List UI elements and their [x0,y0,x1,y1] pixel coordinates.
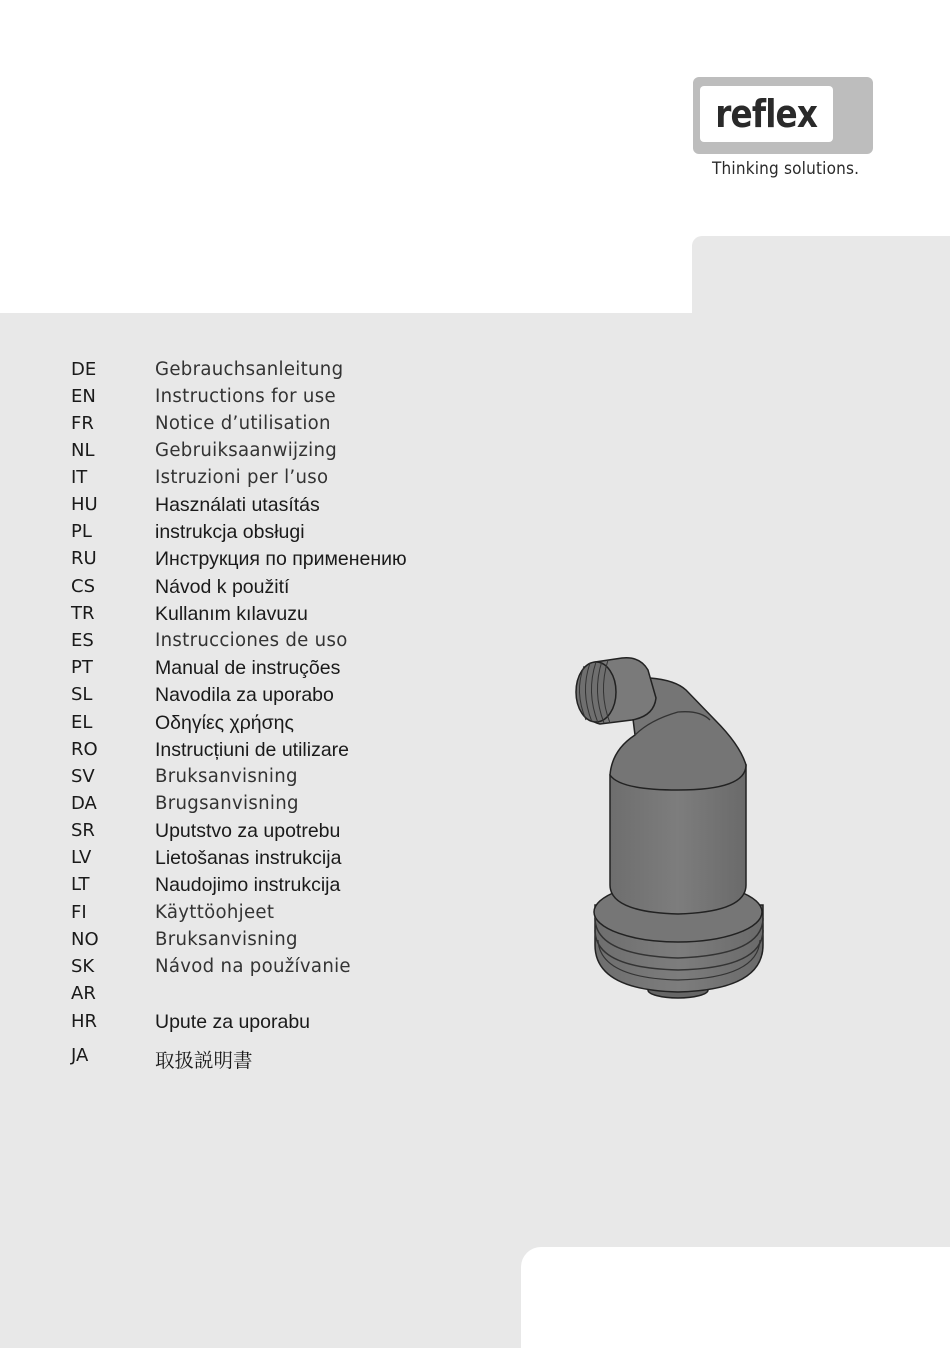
language-label: Lietošanas instrukcija [155,847,342,869]
language-code: EN [71,386,96,407]
language-label: Οδηγίες χρήσης [155,712,294,734]
language-code: LT [71,874,90,895]
white-bottom-corner [521,1247,950,1348]
language-row [71,793,491,817]
language-row [71,657,491,681]
language-row [71,630,491,654]
language-row [71,847,491,871]
language-label: Navodila za uporabo [155,684,334,706]
language-label: Gebruiksaanwijzing [155,440,338,461]
language-label: Инструкция по применению [155,548,407,570]
logo-wordmark: reflex [715,92,818,136]
brand-tagline: Thinking solutions. [712,159,860,179]
language-code: DA [71,793,97,814]
language-code: RO [71,739,98,760]
language-code: TR [71,603,95,624]
language-row [71,521,491,545]
language-row [71,1011,491,1035]
language-label: Gebrauchsanleitung [155,359,344,380]
language-row [71,902,491,926]
language-code: DE [71,359,97,380]
language-row [71,820,491,844]
language-row [71,413,491,437]
language-label: Használati utasítás [155,494,320,516]
language-label: Kullanım kılavuzu [155,603,308,625]
language-code: HU [71,494,98,515]
language-code: LV [71,847,92,868]
language-code: AR [71,983,96,1004]
language-label: Notice d’utilisation [155,413,331,434]
language-code: FR [71,413,94,434]
air-separator-illustration [560,650,780,1010]
language-label: 取扱説明書 [155,1050,253,1072]
language-code: IT [71,467,88,488]
language-row [71,983,491,1007]
language-row [71,440,491,464]
language-label: Naudojimo instrukcija [155,874,341,896]
language-code: CS [71,576,95,597]
language-row [71,467,491,491]
language-row [71,929,491,953]
language-code: SV [71,766,95,787]
language-row [71,548,491,572]
language-code: NO [71,929,99,950]
language-label: Manual de instruções [155,657,341,679]
language-label: Bruksanvisning [155,929,298,950]
language-label: Istruzioni per l’uso [155,467,329,488]
language-code: HR [71,1011,98,1032]
language-row [71,874,491,898]
language-row [71,576,491,600]
language-label: Instructions for use [155,386,336,407]
language-row [71,956,491,980]
language-row [71,1045,491,1072]
language-row [71,603,491,627]
language-code: RU [71,548,97,569]
reflex-logo [693,77,873,154]
language-code: NL [71,440,95,461]
language-code: SR [71,820,95,841]
language-label: instrukcja obsługi [155,521,305,543]
language-code: ES [71,630,94,651]
logo-inner-panel [700,86,833,142]
language-label: Instrucțiuni de utilizare [155,739,350,761]
language-label: Bruksanvisning [155,766,298,787]
language-label: Käyttöohjeet [155,902,275,923]
language-label: Instrucciones de uso [155,630,348,651]
language-code: EL [71,712,93,733]
language-label: Uputstvo za upotrebu [155,820,341,842]
language-code: PL [71,521,92,542]
language-row [71,712,491,736]
language-label: Návod k použití [155,576,290,598]
language-code: PT [71,657,93,678]
language-code: FI [71,902,87,923]
language-code: SL [71,684,93,705]
gray-background-tab [692,236,950,326]
language-row [71,739,491,763]
language-row [71,684,491,708]
language-label: Brugsanvisning [155,793,299,814]
white-top-area [0,240,692,313]
language-code: JA [71,1045,89,1066]
language-code: SK [71,956,95,977]
language-row [71,359,491,383]
language-label: Návod na používanie [155,956,351,977]
language-row [71,386,491,410]
language-label: Upute za uporabu [155,1011,311,1033]
language-row [71,766,491,790]
language-row [71,494,491,518]
